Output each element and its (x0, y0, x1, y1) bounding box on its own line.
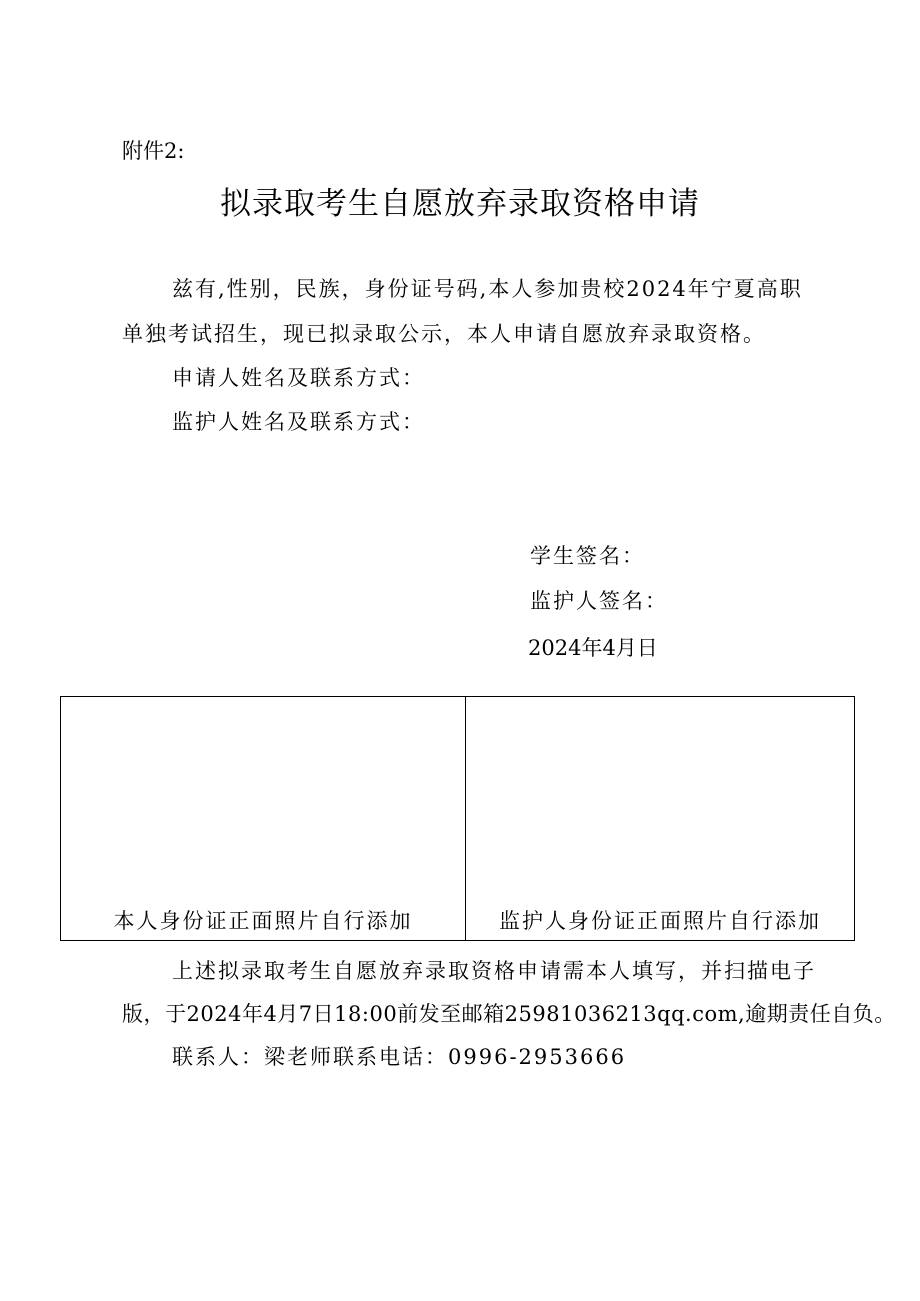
guardian-contact-label: 监护人姓名及联系方式： (172, 410, 425, 434)
applicant-contact-label: 申请人姓名及联系方式： (172, 366, 425, 390)
applicant-id-photo-label: 本人身份证正面照片自行添加 (113, 909, 413, 933)
guardian-signature-label: 监护人签名： (530, 589, 668, 613)
statement-line-2: 单独考试招生，现已拟录取公示，本人申请自愿放弃录取资格。 (122, 322, 766, 346)
applicant-id-photo-cell (61, 697, 466, 940)
note-line-2: 版，于2024年4月7日18:00前发至邮箱25981036213qq.com,逾期责任自负。 (122, 1002, 896, 1026)
id-photo-table (60, 696, 855, 941)
guardian-id-photo-cell (466, 697, 854, 940)
contact-info: 联系人：梁老师联系电话：0996-2953666 (172, 1045, 627, 1069)
statement-line-1: 兹有,性别，民族，身份证号码,本人参加贵校2024年宁夏高职 (172, 277, 803, 301)
document-title: 拟录取考生自愿放弃录取资格申请 (220, 186, 700, 222)
note-line-1: 上述拟录取考生自愿放弃录取资格申请需本人填写，并扫描电子 (172, 959, 816, 983)
guardian-id-photo-label: 监护人身份证正面照片自行添加 (499, 909, 821, 933)
attachment-label: 附件2: (122, 139, 185, 163)
signature-date: 2024年4月日 (528, 636, 658, 660)
student-signature-label: 学生签名： (530, 544, 645, 568)
